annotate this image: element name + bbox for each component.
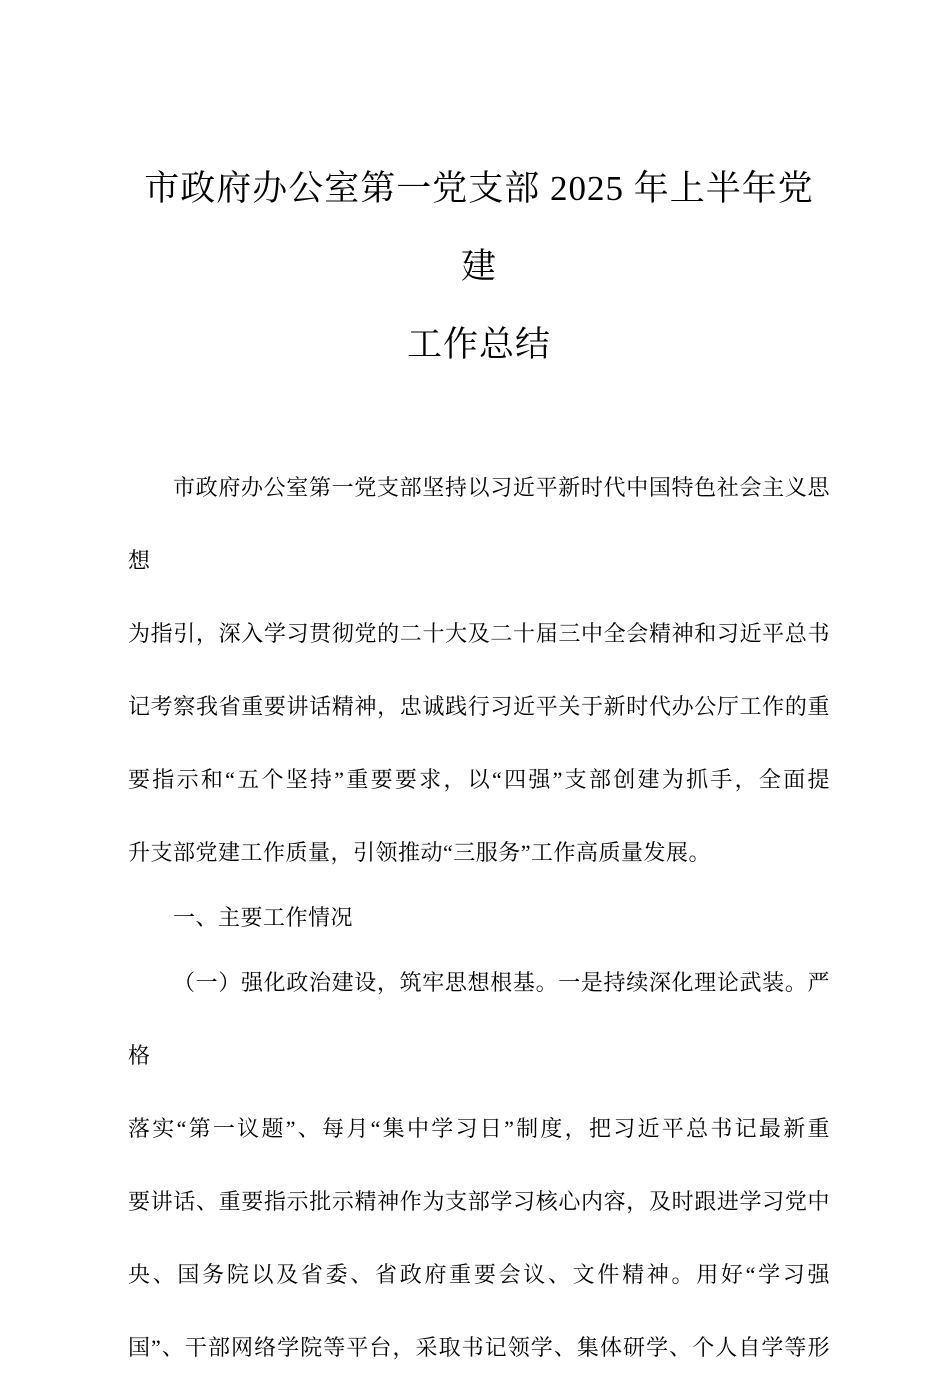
- text-line: 要讲话、重要指示批示精神作为支部学习核心内容，及时跟进学习党中: [128, 1189, 830, 1214]
- text-line: 为指引，深入学习贯彻党的二十大及二十届三中全会精神和习近平总书: [128, 621, 830, 646]
- text-line: 市政府办公室第一党支部坚持以习近平新时代中国特色社会主义思想: [128, 475, 830, 573]
- text-line: 要指示和“五个坚持”重要要求，以“四强”支部创建为抓手，全面提: [128, 767, 830, 792]
- document-title: [128, 150, 830, 384]
- text-line: （一）强化政治建设，筑牢思想根基。一是持续深化理论武装。严格: [128, 970, 830, 1068]
- document-title-line-1: 市政府办公室第一党支部 2025 年上半年党建: [144, 169, 814, 286]
- intro-paragraph: [128, 451, 830, 889]
- text-line: 落实“第一议题”、每月“集中学习日”制度，把习近平总书记最新重: [128, 1116, 830, 1141]
- document-body: [128, 451, 830, 1384]
- document-title-line-2: 工作总结: [406, 325, 551, 364]
- section-heading: 一、主要工作情况: [173, 905, 354, 930]
- section1-paragraph: [128, 946, 830, 1384]
- text-line: 升支部党建工作质量，引领推动“三服务”工作高质量发展。: [128, 840, 712, 865]
- text-line: 央、国务院以及省委、省政府重要会议、文件精神。用好“学习强: [128, 1262, 830, 1287]
- text-line: 国”、干部网络学院等平台，采取书记领学、集体研学、个人自学等形: [128, 1335, 830, 1360]
- text-line: 记考察我省重要讲话精神，忠诚践行习近平关于新时代办公厅工作的重: [128, 694, 830, 719]
